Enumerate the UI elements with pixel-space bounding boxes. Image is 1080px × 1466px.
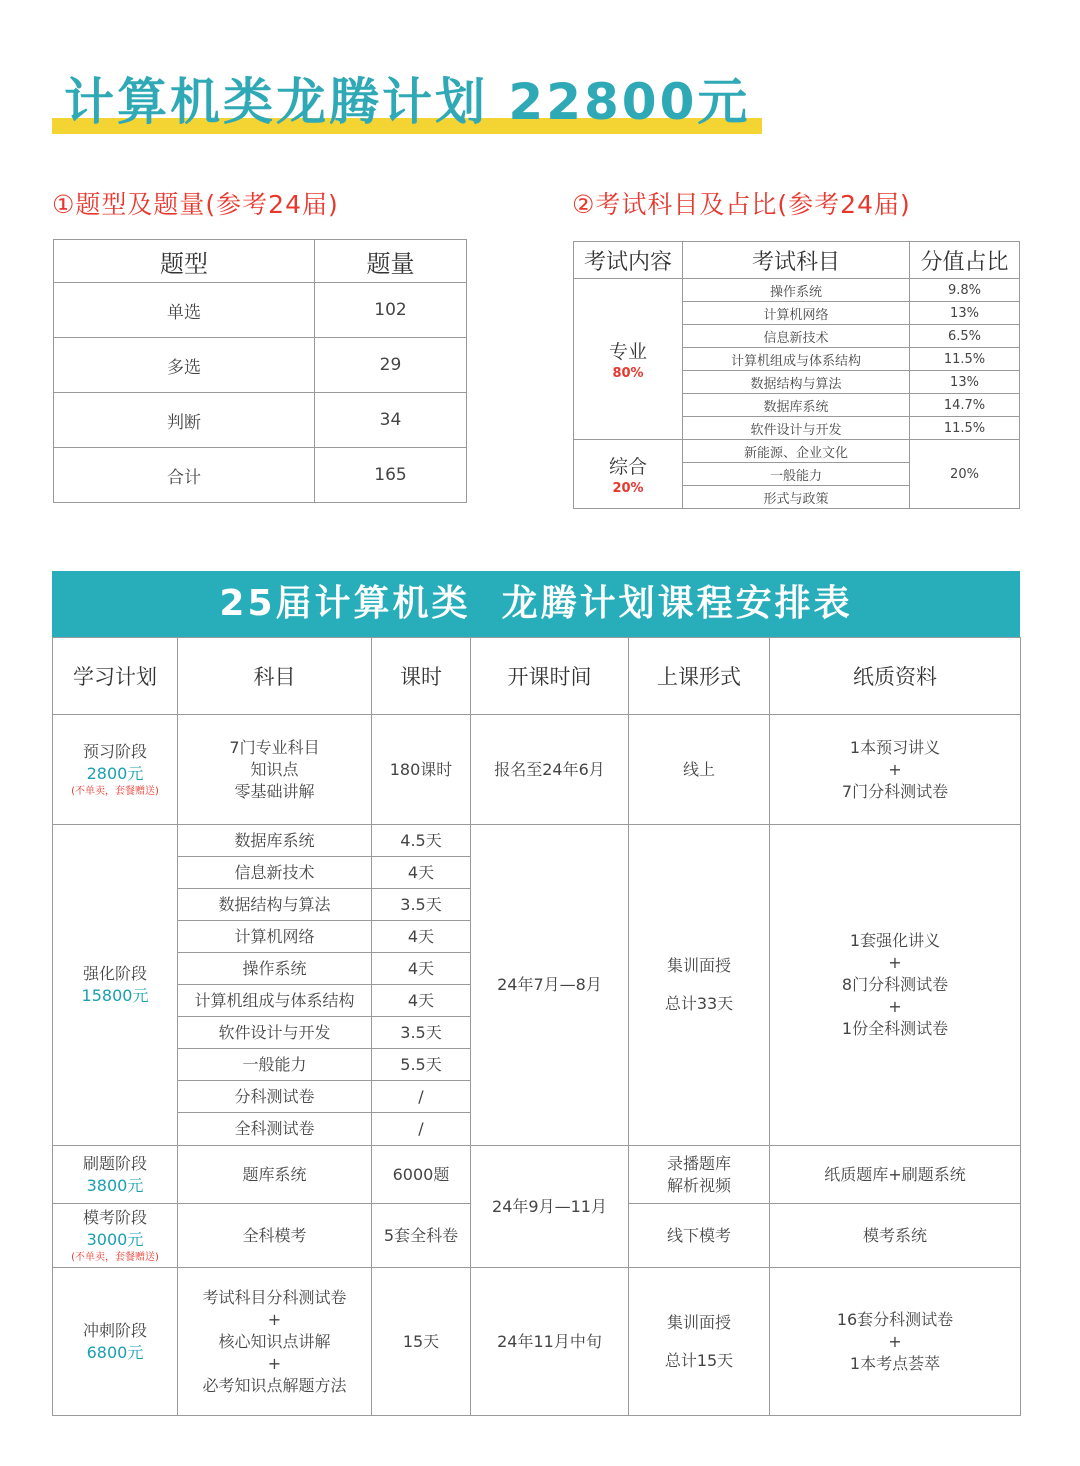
- form-line: 录播题库: [666, 1153, 731, 1173]
- form-line: 总计33天: [664, 994, 734, 1013]
- table-row: [574, 440, 1020, 463]
- cell-subject: 形式与政策: [683, 486, 910, 509]
- question-type-table: [53, 239, 467, 503]
- table-header-row: [53, 638, 1021, 715]
- header-material: 纸质资料: [770, 638, 1021, 715]
- cell-subject: 全科模考: [178, 1204, 372, 1268]
- stage-mock: [53, 1204, 178, 1268]
- stage-name: 预习阶段: [82, 741, 147, 761]
- cell-subject: 计算机网络: [178, 921, 372, 953]
- cell-type: 单选: [54, 283, 315, 338]
- cell-count: 34: [315, 393, 467, 448]
- header-form: 上课形式: [629, 638, 770, 715]
- cell-material: 纸质题库+刷题系统: [770, 1146, 1021, 1204]
- cell-hours: 4天: [372, 857, 471, 889]
- cell-hours: 180课时: [372, 715, 471, 825]
- cell-time: 24年7月—8月: [471, 825, 629, 1146]
- group-name: 综合: [608, 456, 647, 478]
- group-pct: 80%: [612, 366, 644, 381]
- cell-subject: 软件设计与开发: [683, 417, 910, 440]
- cell-share: 11.5%: [910, 417, 1020, 440]
- cell-hours: 4天: [372, 921, 471, 953]
- stage-name: 冲刺阶段: [82, 1320, 147, 1340]
- subject-line: +: [267, 1353, 282, 1373]
- material-line: 16套分科测试卷: [836, 1309, 954, 1329]
- cell-hours: 3.5天: [372, 889, 471, 921]
- subject-line: 考试科目分科测试卷: [202, 1287, 347, 1307]
- material-line: 1本预习讲义: [849, 737, 941, 757]
- stage-name: 刷题阶段: [82, 1153, 147, 1173]
- form-line: 集训面授: [666, 1312, 731, 1332]
- cell-hours: 4天: [372, 985, 471, 1017]
- subject-line: 7门专业科目: [229, 737, 320, 757]
- subject-line: 零基础讲解: [234, 781, 315, 801]
- stage-price: 3800元: [86, 1175, 144, 1195]
- cell-material: [770, 1268, 1021, 1416]
- header-plan: 学习计划: [53, 638, 178, 715]
- cell-subject: 操作系统: [178, 953, 372, 985]
- cell-subject: 数据结构与算法: [178, 889, 372, 921]
- stage-price: 15800元: [81, 986, 149, 1005]
- cell-type: 多选: [54, 338, 315, 393]
- cell-subject: [178, 1268, 372, 1416]
- cell-time: 24年11月中旬: [471, 1268, 629, 1416]
- subject-line: 知识点: [250, 759, 299, 779]
- cell-hours: /: [372, 1081, 471, 1113]
- table-row: [53, 825, 1021, 857]
- subject-line: 核心知识点讲解: [218, 1331, 331, 1351]
- header-time: 开课时间: [471, 638, 629, 715]
- table-row: [53, 715, 1021, 825]
- stage-note: (不单卖，套餐赠送): [71, 785, 159, 797]
- cell-subject: 全科测试卷: [178, 1113, 372, 1146]
- section1-heading: ①题型及题量(参考24届): [52, 190, 339, 219]
- cell-form: [629, 825, 770, 1146]
- stage-name: 强化阶段: [82, 964, 147, 983]
- cell-count: 102: [315, 283, 467, 338]
- cell-subject: 计算机组成与体系结构: [178, 985, 372, 1017]
- stage-sprint: [53, 1268, 178, 1416]
- cell-subject: 新能源、企业文化: [683, 440, 910, 463]
- cell-subject: 数据结构与算法: [683, 371, 910, 394]
- stage-price: 2800元: [86, 763, 144, 783]
- cell-hours: 4.5天: [372, 825, 471, 857]
- form-line: 集训面授: [666, 956, 731, 975]
- cell-form: 线下模考: [629, 1204, 770, 1268]
- table-row: [574, 279, 1020, 302]
- form-line: 总计15天: [664, 1350, 734, 1370]
- stage-note: (不单卖，套餐赠送): [71, 1251, 159, 1263]
- header-share: 分值占比: [910, 242, 1020, 279]
- table-header-row: [574, 242, 1020, 279]
- table-row: [54, 448, 467, 503]
- cell-subject: 计算机组成与体系结构: [683, 348, 910, 371]
- subject-line: +: [267, 1309, 282, 1329]
- cell-share: 13%: [910, 302, 1020, 325]
- header-type: 题型: [54, 240, 315, 283]
- cell-material: [770, 825, 1021, 1146]
- material-line: 1套强化讲义: [849, 931, 941, 950]
- cell-subject: 一般能力: [683, 463, 910, 486]
- cell-subject: 信息新技术: [178, 857, 372, 889]
- subject-line: 必考知识点解题方法: [202, 1375, 347, 1395]
- cell-subject: [178, 715, 372, 825]
- cell-subject: 计算机网络: [683, 302, 910, 325]
- cell-count: 29: [315, 338, 467, 393]
- stage-drill: [53, 1146, 178, 1204]
- cell-hours: /: [372, 1113, 471, 1146]
- cell-hours: 15天: [372, 1268, 471, 1416]
- title-block: [52, 62, 750, 142]
- page-title: 计算机类龙腾计划 22800元: [64, 73, 751, 131]
- table-row: [54, 338, 467, 393]
- cell-material: [770, 715, 1021, 825]
- course-schedule-table: [52, 637, 1021, 1416]
- cell-subject: 一般能力: [178, 1049, 372, 1081]
- header-content: 考试内容: [574, 242, 683, 279]
- material-line: +: [888, 997, 902, 1016]
- cell-hours: 5.5天: [372, 1049, 471, 1081]
- cell-subject: 信息新技术: [683, 325, 910, 348]
- cell-hours: 3.5天: [372, 1017, 471, 1049]
- table-row: [54, 283, 467, 338]
- cell-form: [629, 1146, 770, 1204]
- group-pct: 20%: [612, 481, 644, 496]
- stage-preview: [53, 715, 178, 825]
- spacer: [629, 977, 769, 993]
- header-subject: 科目: [178, 638, 372, 715]
- cell-form: [629, 1268, 770, 1416]
- cell-share: 9.8%: [910, 279, 1020, 302]
- cell-subject: 数据库系统: [683, 394, 910, 417]
- material-line: +: [888, 1331, 902, 1351]
- cell-subject: 题库系统: [178, 1146, 372, 1204]
- header-count: 题量: [315, 240, 467, 283]
- cell-time: 报名至24年6月: [471, 715, 629, 825]
- cell-share: 6.5%: [910, 325, 1020, 348]
- stage-price: 3000元: [86, 1229, 144, 1249]
- group-major: [574, 279, 683, 440]
- cell-share: 20%: [910, 440, 1020, 509]
- cell-hours: 4天: [372, 953, 471, 985]
- table-header-row: [54, 240, 467, 283]
- section2-heading: ②考试科目及占比(参考24届): [572, 190, 911, 219]
- header-subject: 考试科目: [683, 242, 910, 279]
- table-row: [53, 1268, 1021, 1416]
- cell-share: 13%: [910, 371, 1020, 394]
- cell-count: 165: [315, 448, 467, 503]
- cell-share: 14.7%: [910, 394, 1020, 417]
- cell-type: 合计: [54, 448, 315, 503]
- cell-subject: 分科测试卷: [178, 1081, 372, 1113]
- stage-strengthen: [53, 825, 178, 1146]
- spacer: [629, 1334, 769, 1350]
- schedule-banner: 25届计算机类 龙腾计划课程安排表: [52, 571, 1020, 637]
- material-line: 1份全科测试卷: [841, 1019, 949, 1038]
- group-general: [574, 440, 683, 509]
- cell-form: 线上: [629, 715, 770, 825]
- cell-share: 11.5%: [910, 348, 1020, 371]
- material-line: 8门分科测试卷: [841, 975, 949, 994]
- form-line: 解析视频: [666, 1175, 731, 1195]
- cell-subject: 操作系统: [683, 279, 910, 302]
- cell-hours: 6000题: [372, 1146, 471, 1204]
- cell-time: 24年9月—11月: [471, 1146, 629, 1268]
- subject-share-table: [573, 241, 1020, 509]
- cell-subject: 数据库系统: [178, 825, 372, 857]
- header-hours: 课时: [372, 638, 471, 715]
- cell-material: 模考系统: [770, 1204, 1021, 1268]
- cell-type: 判断: [54, 393, 315, 448]
- material-line: +: [888, 953, 902, 972]
- stage-name: 模考阶段: [82, 1207, 147, 1227]
- table-row: [54, 393, 467, 448]
- material-line: 7门分科测试卷: [841, 781, 949, 801]
- stage-price: 6800元: [86, 1342, 144, 1362]
- table-row: [53, 1146, 1021, 1204]
- material-line: +: [888, 759, 902, 779]
- cell-subject: 软件设计与开发: [178, 1017, 372, 1049]
- group-name: 专业: [608, 341, 647, 363]
- cell-hours: 5套全科卷: [372, 1204, 471, 1268]
- material-line: 1本考点荟萃: [849, 1353, 941, 1373]
